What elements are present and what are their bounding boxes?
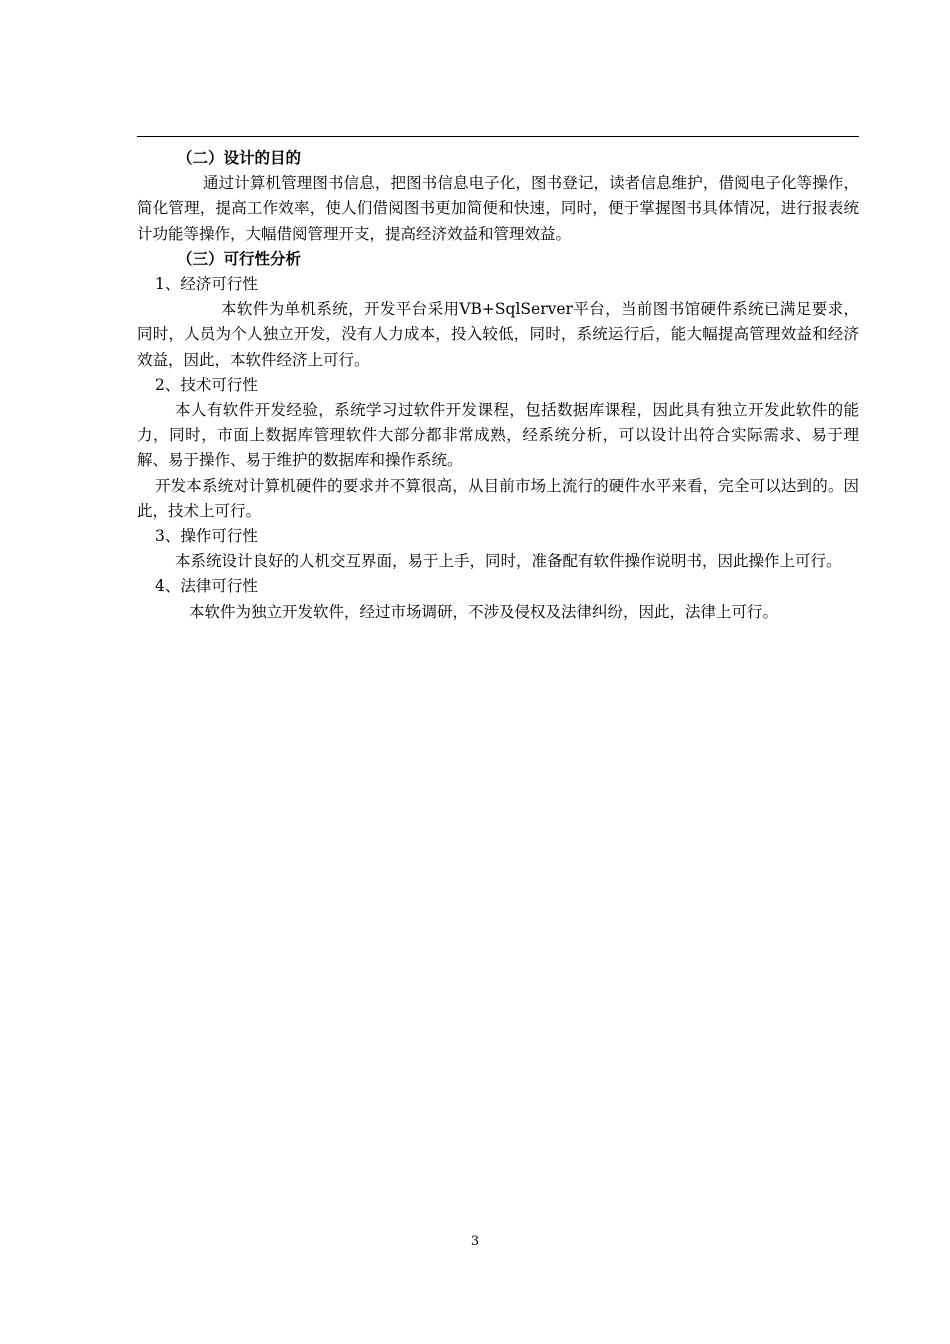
section-heading-feasibility: （三）可行性分析 (177, 249, 302, 268)
page-number: 3 (470, 1234, 480, 1249)
technical-paragraph-2: 开发本系统对计算机硬件的要求并不算很高，从目前市场上流行的硬件水平来看，完全可以达到的。因此，技术上可行。 (137, 476, 859, 520)
item-title-operational: 3、操作可行性 (155, 527, 258, 546)
page-content (137, 146, 859, 625)
item-title-legal: 4、法律可行性 (155, 577, 258, 596)
operational-paragraph: 本系统设计良好的人机交互界面，易于上手，同时，准备配有软件操作说明书，因此操作上可行。 (175, 552, 842, 571)
legal-paragraph: 本软件为独立开发软件，经过市场调研，不涉及侵权及法律纠纷，因此，法律上可行。 (189, 602, 779, 621)
item-title-economic: 1、经济可行性 (155, 275, 258, 294)
economic-paragraph: 本软件为单机系统，开发平台采用VB+SqlServer平台，当前图书馆硬件系统已满足要求，同时，人员为个人独立开发，没有人力成本，投入较低，同时，系统运行后，能大幅提高管理效益和经济效益，因此，本软件经济上可行。 (137, 300, 859, 369)
header-rule (137, 136, 859, 137)
design-purpose-paragraph: 通过计算机管理图书信息，把图书信息电子化，图书登记，读者信息维护，借阅电子化等操作，简化管理，提高工作效率，使人们借阅图书更加简便和快速，同时，便于掌握图书具体情况，进行报表统计功能等操作，大幅借阅管理开支，提高经济效益和管理效益。 (137, 174, 859, 243)
section-heading-design-purpose: （二）设计的目的 (177, 149, 302, 167)
technical-paragraph-1: 本人有软件开发经验，系统学习过软件开发课程，包括数据库课程，因此具有独立开发此软件的能力，同时，市面上数据库管理软件大部分都非常成熟，经系统分析，可以设计出符合实际需求、易于理解、易于操作、易于维护的数据库和操作系统。 (137, 401, 859, 470)
item-title-technical: 2、技术可行性 (155, 375, 258, 394)
